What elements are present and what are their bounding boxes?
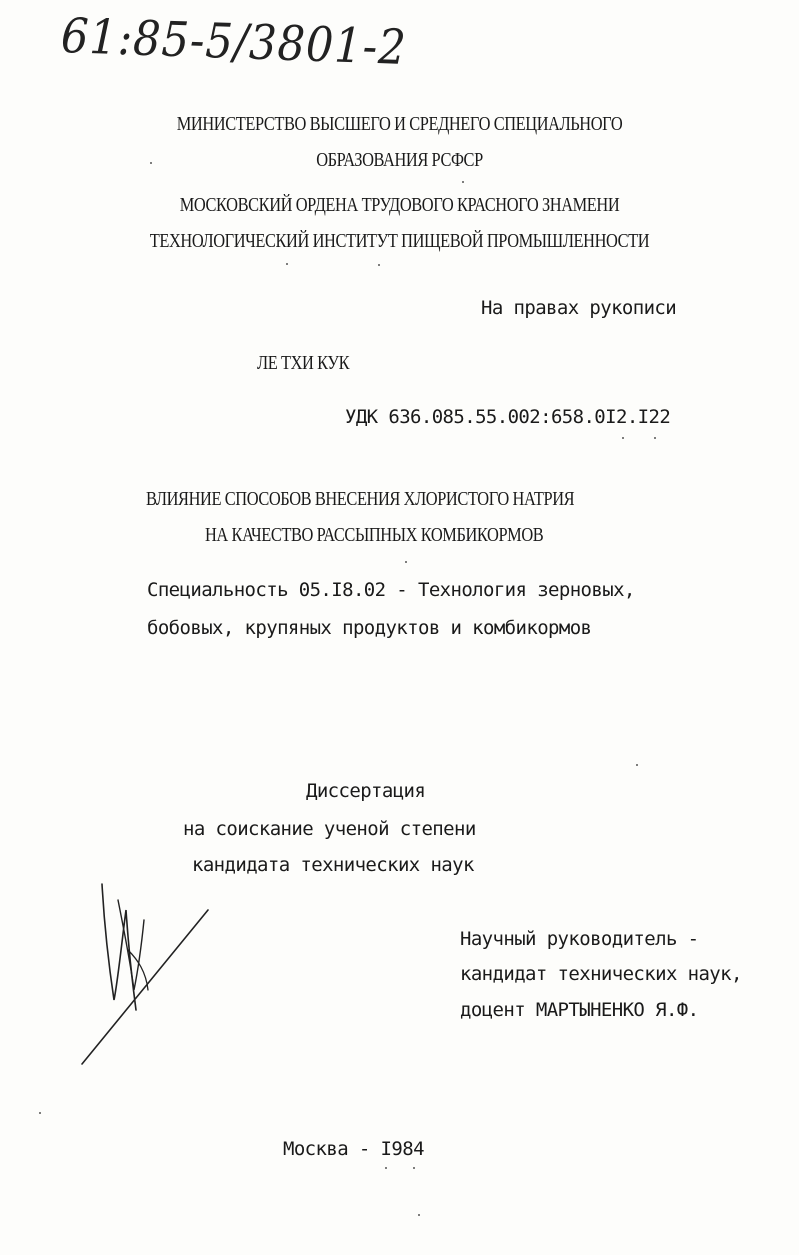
scan-speck	[385, 1167, 387, 1169]
scan-speck	[462, 181, 464, 183]
scan-speck	[150, 162, 152, 164]
dissertation-line-2: на соискание ученой степени	[183, 818, 476, 840]
dissertation-line-3: кандидата технических наук	[192, 854, 474, 876]
scan-speck	[39, 1112, 41, 1114]
scan-speck	[413, 1167, 415, 1169]
udc-code: УДК 636.085.55.002:658.0I2.I22	[345, 406, 671, 428]
scan-speck	[622, 437, 624, 439]
scan-speck	[286, 263, 288, 265]
specialty-line-2: бобовых, крупяных продуктов и комбикормов	[147, 617, 592, 639]
thesis-title-line-1: ВЛИЯНИЕ СПОСОБОВ ВНЕСЕНИЯ ХЛОРИСТОГО НАТРИЯ	[146, 488, 575, 510]
dissertation-line-1: Диссертация	[306, 780, 426, 802]
supervisor-line-2: кандидат технических наук,	[460, 963, 742, 985]
city-year: Москва - I984	[283, 1138, 424, 1160]
archive-number-handwritten: 61:85-5/3801-2	[60, 8, 408, 77]
specialty-line-1: Специальность 05.I8.02 - Технология зерновых,	[147, 579, 635, 601]
author-name: ЛЕ ТХИ КУК	[257, 352, 350, 374]
scan-speck	[405, 561, 407, 563]
thesis-title-line-2: НА КАЧЕСТВО РАССЫПНЫХ КОМБИКОРМОВ	[205, 524, 544, 546]
ministry-line-2: ОБРАЗОВАНИЯ РСФСР	[316, 149, 483, 171]
scan-speck	[636, 764, 638, 766]
institute-line-1: МОСКОВСКИЙ ОРДЕНА ТРУДОВОГО КРАСНОГО ЗНАМЕНИ	[179, 194, 620, 216]
scan-speck	[418, 1214, 420, 1216]
institute-line-2: ТЕХНОЛОГИЧЕСКИЙ ИНСТИТУТ ПИЩЕВОЙ ПРОМЫШЛЕННОСТИ	[149, 230, 650, 252]
supervisor-line-3: доцент МАРТЫНЕНКО Я.Ф.	[460, 999, 699, 1021]
manuscript-rights: На правах рукописи	[481, 297, 677, 319]
ministry-line-1: МИНИСТЕРСТВО ВЫСШЕГО И СРЕДНЕГО СПЕЦИАЛЬНОГО	[176, 113, 623, 135]
handwritten-signature	[78, 880, 218, 1070]
scan-speck	[378, 264, 380, 266]
supervisor-line-1: Научный руководитель -	[460, 928, 699, 950]
scan-speck	[654, 437, 656, 439]
